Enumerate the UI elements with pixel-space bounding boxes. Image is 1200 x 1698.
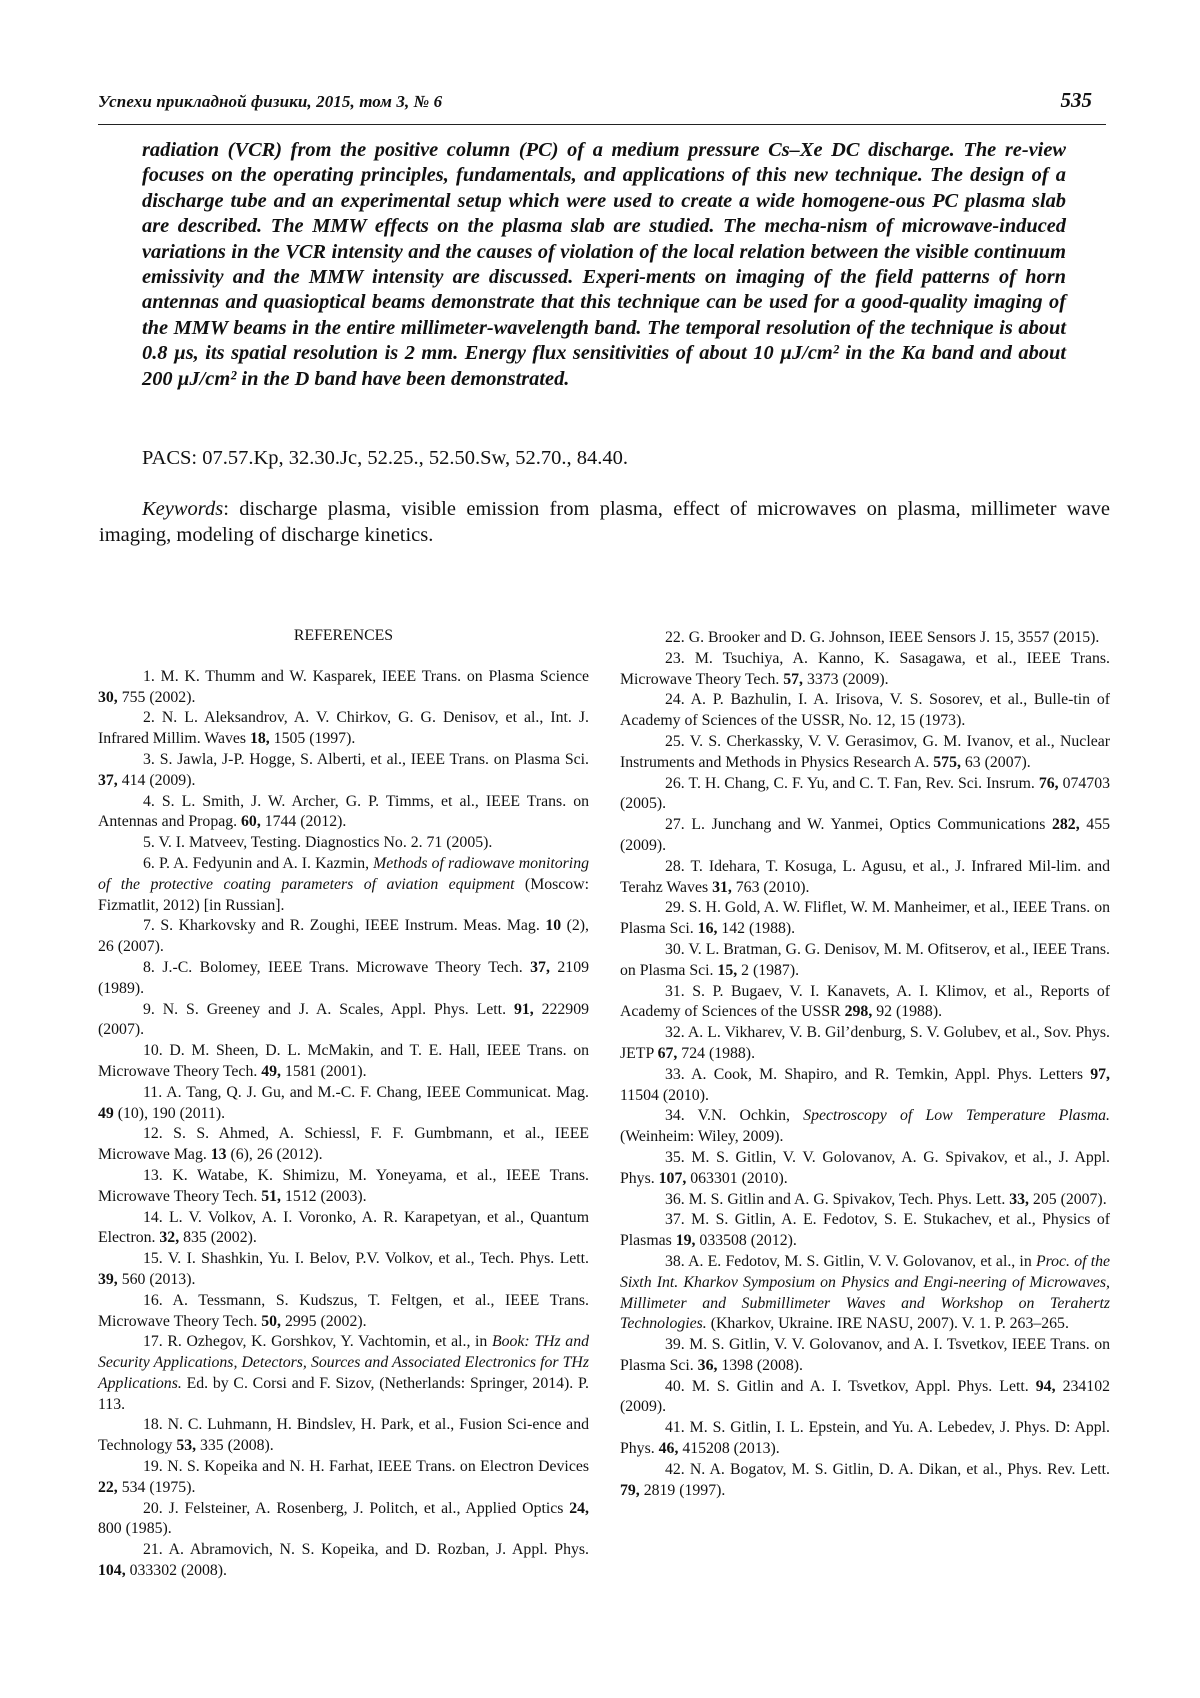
reference-text: . S. L. Smith, J. W. Archer, G. P. Timms, et al., IEEE Trans. on Antennas and Propag.	[98, 792, 589, 831]
reference-text: . A. L. Vikharev, V. B. Gil’denburg, S. V. Golubev, et al., Sov. Phys. JETP	[620, 1024, 1110, 1062]
reference-item	[98, 1166, 589, 1208]
reference-volume: 19,	[675, 1232, 696, 1250]
reference-volume: 104,	[98, 1562, 126, 1580]
reference-number: 22	[665, 629, 681, 646]
reference-number: 18	[143, 1416, 159, 1434]
reference-number: 20	[143, 1499, 159, 1517]
reference-text-tail: (6), 26 (2012).	[226, 1146, 323, 1164]
pacs-line: PACS: 07.57.Kp, 32.30.Jc, 52.25., 52.50.Sw, 52.70., 84.40.	[142, 447, 628, 469]
reference-text-tail: 763 (2010).	[731, 878, 810, 896]
reference-item	[98, 1083, 589, 1125]
reference-text-tail: 142 (1988).	[717, 920, 796, 938]
reference-text: . T. H. Chang, C. F. Yu, and C. T. Fan, Rev. Sci. Insrum.	[680, 774, 1039, 792]
reference-volume: 49,	[261, 1062, 281, 1080]
reference-volume: 91,	[513, 1000, 534, 1018]
reference-volume: 16,	[697, 920, 718, 938]
reference-item	[98, 1000, 589, 1042]
reference-text-tail: 074703 (2005).	[620, 774, 1111, 813]
reference-item	[98, 750, 589, 792]
reference-item	[98, 1457, 589, 1499]
reference-number: 32	[665, 1024, 681, 1042]
reference-number: 40	[665, 1377, 681, 1395]
reference-number: 12	[143, 1125, 159, 1143]
reference-number: 7	[143, 917, 151, 935]
reference-text: . V.N. Ochkin,	[680, 1107, 804, 1125]
reference-text: . P. A. Fedyunin and A. I. Kazmin,	[150, 854, 374, 872]
reference-volume: 13	[210, 1146, 227, 1164]
reference-item	[98, 854, 589, 916]
reference-volume: 32,	[159, 1229, 180, 1247]
reference-number: 2	[143, 709, 151, 727]
reference-item	[620, 815, 1110, 857]
reference-text-tail: (Weinheim: Wiley, 2009).	[620, 1128, 784, 1146]
reference-number: 28	[665, 857, 681, 875]
reference-item	[620, 1023, 1110, 1065]
reference-volume: 50,	[261, 1312, 281, 1330]
reference-item	[98, 1041, 589, 1083]
reference-number: 10	[143, 1042, 159, 1060]
reference-item	[98, 916, 589, 958]
reference-text-tail: (Kharkov, Ukraine. IRE NASU, 2007). V. 1. P. 263–265.	[706, 1315, 1069, 1333]
reference-volume: 22,	[98, 1478, 118, 1496]
reference-text-tail: Ed. by C. Corsi and F. Sizov, (Netherlands: Springer, 2014). P. 113.	[98, 1374, 589, 1413]
reference-item	[620, 898, 1110, 940]
reference-number: 15	[143, 1250, 159, 1268]
reference-number: 41	[665, 1419, 681, 1437]
reference-text-tail: 455 (2009).	[620, 816, 1110, 854]
reference-text-tail: (2), 26 (2007).	[98, 917, 590, 956]
reference-number: 4	[143, 792, 151, 810]
reference-text-tail: (10), 190 (2011).	[113, 1104, 226, 1122]
reference-text-tail: (Moscow: Fizmatlit, 2012) [in Russian].	[98, 875, 589, 914]
reference-number: 8	[143, 958, 151, 976]
reference-number: 6	[143, 854, 151, 872]
reference-item	[98, 1540, 589, 1582]
reference-text-tail: 063301 (2010).	[686, 1169, 788, 1187]
reference-volume: 31,	[712, 878, 732, 896]
reference-text: . S. S. Ahmed, A. Schiessl, F. F. Gumbmann, et al., IEEE Microwave Mag.	[98, 1125, 589, 1164]
reference-text: . A. Tang, Q. J. Gu, and M.-C. F. Chang, IEEE Communicat. Mag.	[158, 1083, 589, 1101]
reference-number: 9	[143, 1000, 151, 1018]
reference-item	[620, 690, 1110, 732]
reference-item	[620, 982, 1110, 1024]
reference-item	[620, 1210, 1110, 1252]
reference-text: . M. S. Gitlin and A. G. Spivakov, Tech. Phys. Lett.	[680, 1190, 1010, 1208]
reference-number: 39	[665, 1336, 681, 1354]
reference-text-tail: 2995 (2002).	[281, 1312, 367, 1330]
reference-text-tail: 2109 (1989).	[98, 958, 589, 997]
reference-text-tail: 222909 (2007).	[98, 1000, 589, 1039]
reference-text-tail: 414 (2009).	[117, 771, 196, 789]
reference-text: . A. Abramovich, N. S. Kopeika, and D. Rozban, J. Appl. Phys.	[158, 1541, 589, 1559]
reference-volume: 49	[98, 1104, 114, 1122]
page-number: 535	[1060, 88, 1092, 112]
reference-number: 24	[665, 691, 681, 709]
reference-text-tail: 800 (1985).	[98, 1520, 172, 1538]
reference-text-tail: 560 (2013).	[117, 1270, 196, 1288]
reference-item	[620, 649, 1110, 691]
reference-item	[620, 1377, 1110, 1419]
reference-number: 33	[665, 1065, 681, 1083]
reference-volume: 79,	[620, 1481, 640, 1499]
reference-item	[98, 708, 589, 750]
reference-volume: 67,	[657, 1044, 678, 1062]
references-heading: REFERENCES	[293, 627, 394, 644]
reference-number: 21	[143, 1541, 159, 1559]
keywords-label: Keywords	[142, 498, 224, 520]
reference-item	[620, 1190, 1110, 1211]
reference-volume: 60,	[241, 813, 261, 831]
reference-text: . N. L. Aleksandrov, A. V. Chirkov, G. G. Denisov, et al., Int. J. Infrared Millim. Waves	[98, 709, 589, 748]
reference-number: 31	[665, 982, 681, 1000]
reference-text: . S. Jawla, J-P. Hogge, S. Alberti, et al., IEEE Trans. on Plasma Sci.	[150, 750, 589, 768]
reference-item	[98, 1249, 589, 1291]
reference-volume: 53,	[176, 1437, 197, 1455]
reference-text: . M. S. Gitlin and A. I. Tsvetkov, Appl. Phys. Lett.	[680, 1377, 1036, 1395]
reference-volume: 24,	[569, 1499, 589, 1517]
reference-number: 17	[143, 1333, 159, 1351]
reference-text: . S. Kharkovsky and R. Zoughi, IEEE Instrum. Meas. Mag.	[150, 917, 546, 935]
reference-text: . N. A. Bogatov, M. S. Gitlin, D. A. Dikan, et al., Phys. Rev. Lett.	[680, 1460, 1110, 1478]
reference-text: . A. Tessmann, S. Kudszus, T. Feltgen, et al., IEEE Trans. Microwave Theory Tech.	[98, 1291, 589, 1330]
reference-item	[98, 1291, 589, 1333]
reference-text: . V. L. Bratman, G. G. Denisov, M. M. Ofitserov, et al., IEEE Trans. on Plasma Sci.	[620, 940, 1110, 979]
reference-text: . J.-C. Bolomey, IEEE Trans. Microwave Theory Tech.	[150, 958, 531, 976]
reference-volume: 107,	[658, 1169, 687, 1187]
reference-volume: 282,	[1052, 816, 1080, 834]
reference-text-tail: 1581 (2001).	[281, 1062, 367, 1080]
reference-number: 34	[665, 1107, 681, 1125]
reference-volume: 39,	[98, 1270, 118, 1288]
reference-text-tail: 335 (2008).	[196, 1437, 274, 1455]
journal-title: Успехи прикладной физики, 2015, том 3, № 6	[98, 92, 443, 111]
reference-text-tail: 2819 (1997).	[639, 1481, 726, 1499]
reference-text: . A. E. Fedotov, M. S. Gitlin, V. V. Golovanov, et al., in	[680, 1252, 1036, 1270]
reference-text: . L. V. Volkov, A. I. Voronko, A. R. Karapetyan, et al., Quantum Electron.	[98, 1208, 589, 1247]
reference-text: . V. I. Shashkin, Yu. I. Belov, P.V. Volkov, et al., Tech. Phys. Lett.	[158, 1250, 589, 1268]
reference-text-tail: 2 (1987).	[737, 961, 800, 979]
reference-text: . D. M. Sheen, D. L. McMakin, and T. E. Hall, IEEE Trans. on Microwave Theory Tech.	[98, 1042, 589, 1080]
reference-number: 5	[143, 834, 151, 852]
reference-text: . N. S. Kopeika and N. H. Farhat, IEEE Trans. on Electron Devices	[158, 1458, 589, 1476]
running-header	[98, 88, 1106, 125]
reference-number: 29	[665, 899, 681, 917]
reference-number: 19	[143, 1458, 159, 1476]
reference-volume: 94,	[1035, 1377, 1056, 1395]
reference-item	[98, 1332, 589, 1415]
reference-volume: 30,	[98, 688, 118, 706]
reference-item	[98, 1415, 589, 1457]
reference-number: 42	[665, 1460, 681, 1478]
abstract-text: radiation (VCR) from the positive column (PC) of a medium pressure Cs–Xe DC discharge. The re-view focuses on the operating principles, fundamentals, and applications of this new technique. The design of a discharge tube and an experimental setup which were used to create a wide homogene-ous PC plasma slab are described. The MMW effects on the plasma slab are studied. The mecha-nism of microwave-induced variations in the VCR intensity and the causes of violation of the local relation between the visible continuum emissivity and the MMW intensity are discussed. Experi-ments on imaging of the field patterns of horn antennas and quasioptical beams demonstrate that this technique can be used for a good-quality imaging of the MMW beams in the entire millimeter-wavelength band. The temporal resolution of the technique is about 0.8 µs, its spatial resolution is 2 mm. Energy flux sensitivities of about 10 µJ/cm² in the Ka band and about 200 µJ/cm² in the D band have been demonstrated.	[142, 139, 1066, 390]
reference-text: . S. P. Bugaev, V. I. Kanavets, A. I. Klimov, et al., Reports of Academy of Sciences of the USSR	[620, 982, 1110, 1021]
reference-volume: 18,	[249, 730, 270, 748]
reference-item	[620, 732, 1110, 774]
reference-text-tail: 1398 (2008).	[717, 1356, 803, 1374]
reference-text: . T. Idehara, T. Kosuga, L. Agusu, et al., J. Infrared Mil-lim. and Terahz Waves	[620, 857, 1110, 896]
keywords-text: : discharge plasma, visible emission from plasma, effect of microwaves on plasma, millimeter wave imaging, modeling of discharge kinetics.	[99, 498, 1110, 546]
reference-volume: 46,	[658, 1440, 679, 1458]
reference-number: 25	[665, 732, 681, 750]
reference-volume: 76,	[1038, 774, 1059, 792]
reference-text: . L. Junchang and W. Yanmei, Optics Communications	[680, 816, 1052, 834]
reference-item	[98, 833, 589, 854]
reference-title-italic: Book: THz and Security Applications, Detectors, Sources and Associated Electronics for THz Applications.	[98, 1333, 589, 1392]
references-column-right	[620, 628, 1110, 1501]
reference-volume: 10	[545, 917, 562, 935]
references-column-left	[98, 626, 589, 1582]
reference-text: . N. S. Greeney and J. A. Scales, Appl. Phys. Lett.	[150, 1000, 514, 1018]
reference-number: 16	[143, 1291, 159, 1309]
reference-item	[620, 940, 1110, 982]
reference-number: 23	[665, 649, 681, 667]
reference-number: 13	[143, 1166, 159, 1184]
reference-number: 36	[665, 1190, 681, 1208]
reference-text-tail: 1744 (2012).	[260, 813, 347, 831]
reference-number: 38	[665, 1252, 681, 1270]
reference-number: 35	[665, 1148, 681, 1166]
reference-text: . K. Watabe, K. Shimizu, M. Yoneyama, et al., IEEE Trans. Microwave Theory Tech.	[98, 1166, 589, 1205]
reference-text-tail: 234102 (2009).	[620, 1377, 1110, 1416]
reference-text-tail: 92 (1988).	[872, 1003, 943, 1021]
reference-text-tail: 724 (1988).	[677, 1044, 756, 1062]
reference-text-tail: 835 (2002).	[179, 1229, 257, 1247]
reference-number: 27	[665, 816, 681, 834]
reference-volume: 298,	[844, 1003, 873, 1021]
reference-text-tail: 033508 (2012).	[695, 1232, 797, 1250]
reference-text-tail: 3373 (2009).	[803, 670, 889, 688]
reference-volume: 33,	[1009, 1190, 1029, 1208]
reference-title-italic: Methods of radiowave monitoring of the protective coating parameters of aviation equipment	[98, 854, 589, 893]
reference-text-tail: 534 (1975).	[117, 1478, 196, 1496]
reference-text: . V. S. Cherkassky, V. V. Gerasimov, G. M. Ivanov, et al., Nuclear Instruments and Methods in Physics Research A.	[620, 732, 1110, 771]
reference-number: 3	[143, 750, 151, 768]
reference-item	[620, 1418, 1110, 1460]
reference-text: . M. S. Gitlin, A. E. Fedotov, S. E. Stukachev, et al., Physics of Plasmas	[620, 1211, 1110, 1250]
reference-number: 26	[665, 774, 681, 792]
reference-text: . M. S. Gitlin, I. L. Epstein, and Yu. A. Lebedev, J. Phys. D: Appl. Phys.	[620, 1419, 1110, 1458]
reference-item	[620, 857, 1110, 899]
keywords-paragraph	[99, 496, 1110, 548]
reference-volume: 51,	[261, 1187, 281, 1205]
reference-item	[620, 1106, 1110, 1148]
reference-volume: 15,	[717, 961, 738, 979]
reference-item	[620, 1148, 1110, 1190]
reference-title-italic: Proc. of the Sixth Int. Kharkov Symposium on Physics and Engi-neering of Microwaves, Millimeter and Submillimeter Waves and Workshop on Terahertz Technologies.	[620, 1252, 1111, 1333]
reference-item	[620, 774, 1110, 816]
reference-number: 1	[143, 667, 151, 685]
reference-volume: 37,	[98, 771, 118, 789]
reference-item	[98, 792, 589, 834]
reference-text-tail: 63 (2007).	[960, 753, 1031, 771]
reference-volume: 37,	[530, 958, 550, 976]
reference-volume: 36,	[697, 1356, 718, 1374]
reference-text: . M. Tsuchiya, A. Kanno, K. Sasagawa, et al., IEEE Trans. Microwave Theory Tech.	[620, 649, 1110, 688]
reference-text-tail: 205 (2007).	[1028, 1190, 1107, 1208]
reference-text: . V. I. Matveev, Testing. Diagnostics No. 2. 71 (2005).	[150, 834, 493, 852]
reference-text-tail: 1512 (2003).	[281, 1187, 367, 1205]
reference-number: 11	[143, 1083, 159, 1101]
reference-item	[98, 667, 589, 709]
reference-volume: 97,	[1090, 1065, 1110, 1083]
reference-text: . N. C. Luhmann, H. Bindslev, H. Park, et al., Fusion Sci-ence and Technology	[98, 1416, 589, 1455]
reference-item	[98, 958, 589, 1000]
reference-text: . M. K. Thumm and W. Kasparek, IEEE Trans. on Plasma Science	[150, 667, 589, 685]
reference-text: . M. S. Gitlin, V. V. Golovanov, and A. I. Tsvetkov, IEEE Trans. on Plasma Sci.	[620, 1336, 1110, 1374]
reference-text: . G. Brooker and D. G. Johnson, IEEE Sensors J. 15, 3557 (2015).	[680, 629, 1100, 646]
reference-text-tail: 1505 (1997).	[269, 730, 356, 748]
reference-text-tail: 415208 (2013).	[678, 1440, 780, 1458]
reference-text-tail: 033302 (2008).	[125, 1562, 228, 1580]
reference-text-tail: 755 (2002).	[117, 688, 196, 706]
reference-volume: 57,	[783, 670, 803, 688]
reference-text-tail: 11504 (2010).	[620, 1086, 709, 1104]
reference-item	[98, 1208, 589, 1250]
reference-item	[620, 1460, 1110, 1502]
reference-text: . A. P. Bazhulin, I. A. Irisova, V. S. Sosorev, et al., Bulle-tin of Academy of Sciences of the USSR, No. 12, 15 (1973).	[620, 691, 1110, 730]
reference-text: . J. Felsteiner, A. Rosenberg, J. Politch, et al., Applied Optics	[158, 1499, 570, 1517]
reference-item	[620, 1065, 1110, 1107]
reference-number: 14	[143, 1208, 159, 1226]
reference-number: 30	[665, 940, 681, 958]
reference-item	[620, 1252, 1110, 1335]
reference-item	[98, 1499, 589, 1541]
reference-number: 37	[665, 1211, 681, 1229]
reference-text: . R. Ozhegov, K. Gorshkov, Y. Vachtomin, et al., in	[158, 1333, 492, 1351]
reference-item	[98, 1124, 589, 1166]
reference-item	[620, 1335, 1110, 1377]
reference-text: . S. H. Gold, A. W. Fliflet, W. M. Manheimer, et al., IEEE Trans. on Plasma Sci.	[620, 899, 1110, 938]
reference-title-italic: Spectroscopy of Low Temperature Plasma.	[803, 1107, 1110, 1125]
reference-text: . A. Cook, M. Shapiro, and R. Temkin, Appl. Phys. Letters	[680, 1065, 1091, 1083]
reference-text: . M. S. Gitlin, V. V. Golovanov, A. G. Spivakov, et al., J. Appl. Phys.	[620, 1148, 1110, 1187]
reference-volume: 575,	[933, 753, 961, 771]
reference-item	[620, 628, 1110, 649]
